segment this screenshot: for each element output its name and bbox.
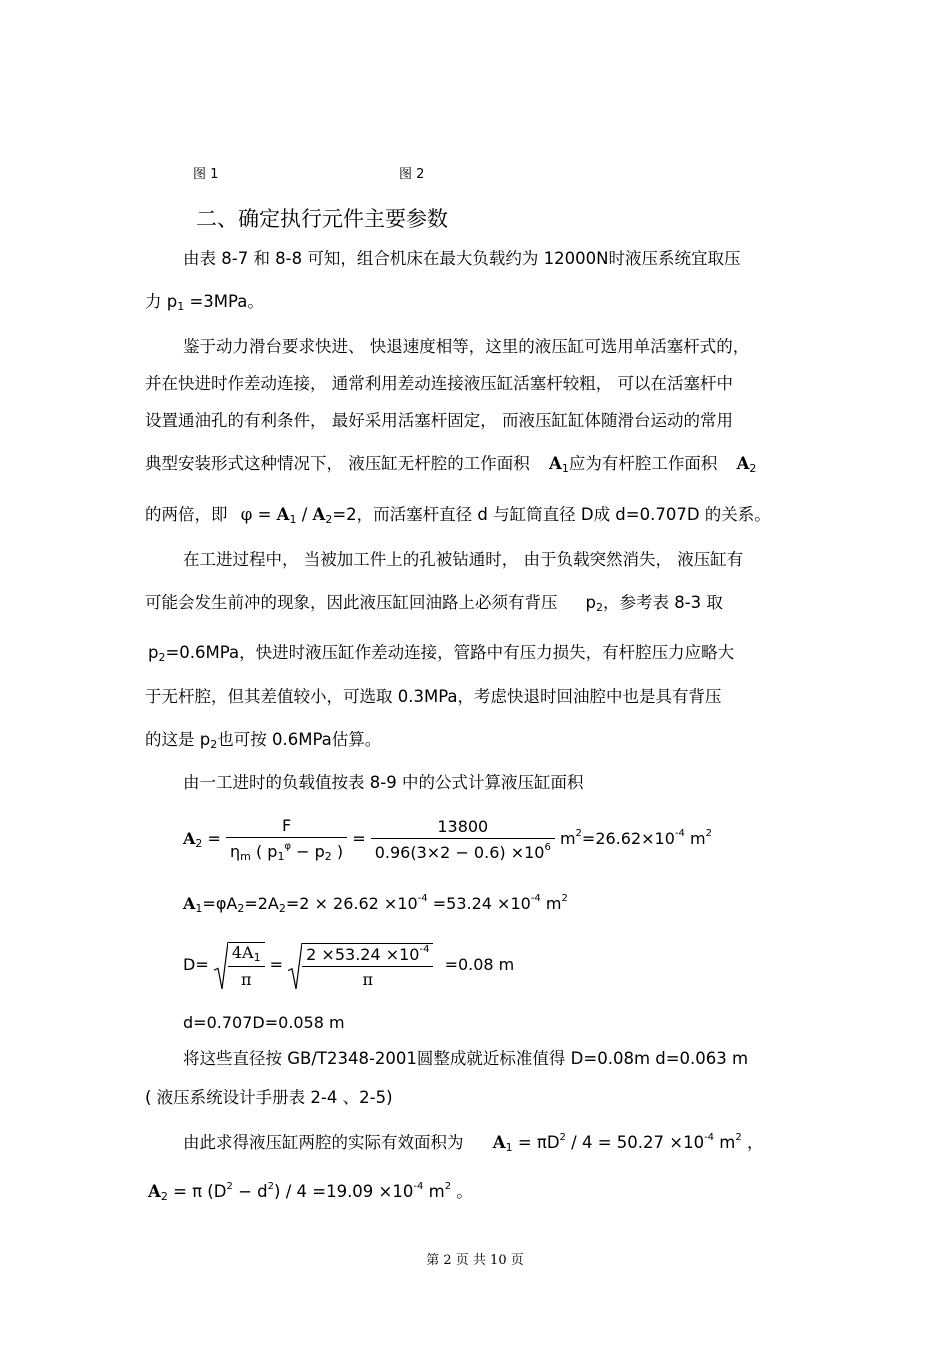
para6-line1: 由此求得液压缸两腔的实际有效面积为 $A_1 = \pi D^2 / 4 = 50.27 \times 10^{-4}$ $m^2$ ， <box>183 1132 764 1154</box>
para5-line1: 将这些直径按 GB/T2348-2001圆整成就近标准值得 D=0.08m d=0.063 m <box>183 1049 749 1068</box>
para5-line2: ( 液压系统设计手册表 2-4 、2-5) <box>145 1088 393 1107</box>
page-footer: 第 2 页 共 10 页 <box>426 1253 524 1268</box>
equation-area-a1: $A_1=\varphi A_2=2A_2=2 \times 26.62 \times 10^{-4} =53.24 \times 10^{-4}$ $m^2$ <box>183 893 568 915</box>
para2-line2: 并在快进时作差动连接， 通常利用差动连接液压缸活塞杆较粗， 可以在活塞杆中 <box>145 374 733 393</box>
fraction-numeric: $\frac{13800}{0.96(3\times 2 - 0.6) \times 10^6}$ <box>371 817 555 862</box>
para2-line4: 典型安装形式这种情况下， 液压缸无杆腔的工作面积 $A_1$应为有杆腔工作面积 $A_2$ <box>145 454 757 475</box>
para4-line1: 由一工进时的负载值按表 8-9 中的公式计算液压缸面积 <box>183 773 584 792</box>
sqrt-2: $\frac{2 \times 53.24 \times 10^{-4}}{\pi}$ <box>288 943 433 989</box>
para2-line3: 设置通油孔的有利条件， 最好采用活塞杆固定， 而液压缸缸体随滑台运动的常用 <box>145 411 733 430</box>
figure-caption-1: 图 1 <box>193 167 219 182</box>
section-heading: 二、确定执行元件主要参数 <box>196 207 448 231</box>
para2-line1: 鉴于动力滑台要求快进、 快退速度相等，这里的液压缸可选用单活塞杆式的， <box>183 337 750 356</box>
figure-caption-2: 图 2 <box>399 167 425 182</box>
para2-line5: 的两倍，即 $\varphi = A_1 / A_2=2$，而活塞杆直径 d 与缸筒直径 D成 d=0.707D 的关系。 <box>145 505 771 526</box>
para1-line1: 由表 8-7 和 8-8 可知，组合机床在最大负载约为 12000N时液压系统宜取压 <box>183 249 741 268</box>
para3-line2: 可能会发生前冲的现象，因此液压缸回油路上必须有背压 $p_2$，参考表 8-3 取 <box>145 593 723 614</box>
para3-line5: 的这是 $p_2$也可按 0.6MPa估算。 <box>145 730 382 751</box>
equation-area-a2: $A_2$ = $\frac{F}{\eta_m ( p_1^\varphi - p_2 )}$ = $\frac{13800}{0.96(3\times 2 - 0.6) \times 10^6}$ $m^2=26.62\times 10^{-4}$ $m^2$ <box>183 816 712 863</box>
equation-rod-diameter: d=0.707D=0.058 m <box>183 1013 345 1032</box>
para1-line2: 力 $p_1 =3MPa$。 <box>145 292 264 313</box>
fraction-load-over-pressure: $\frac{F}{\eta_m ( p_1^\varphi - p_2 )}$ <box>226 816 347 863</box>
para3-line4: 于无杆腔，但其差值较小，可选取 0.3MPa，考虑快退时回油腔中也是具有背压 <box>145 687 722 706</box>
para3-line1: 在工进过程中， 当被加工件上的孔被钻通时， 由于负载突然消失， 液压缸有 <box>183 550 744 569</box>
sqrt-1: $\frac{4A_1}{\pi}$ <box>214 942 265 989</box>
para3-line3: $p_2=0.6MPa$，快进时液压缸作差动连接，管路中有压力损失，有杆腔压力应略大 <box>148 643 735 664</box>
equation-diameter: D= $\frac{4A_1}{\pi}$ = $\frac{2 \times 53.24 \times 10^{-4}}{\pi}$ =0.08 m <box>183 943 515 989</box>
para6-line2: $A_2 = \pi$ $(D^2 - d^2) / 4 =19.09 \times 10^{-4}$ $m^2$ 。 <box>148 1181 473 1203</box>
